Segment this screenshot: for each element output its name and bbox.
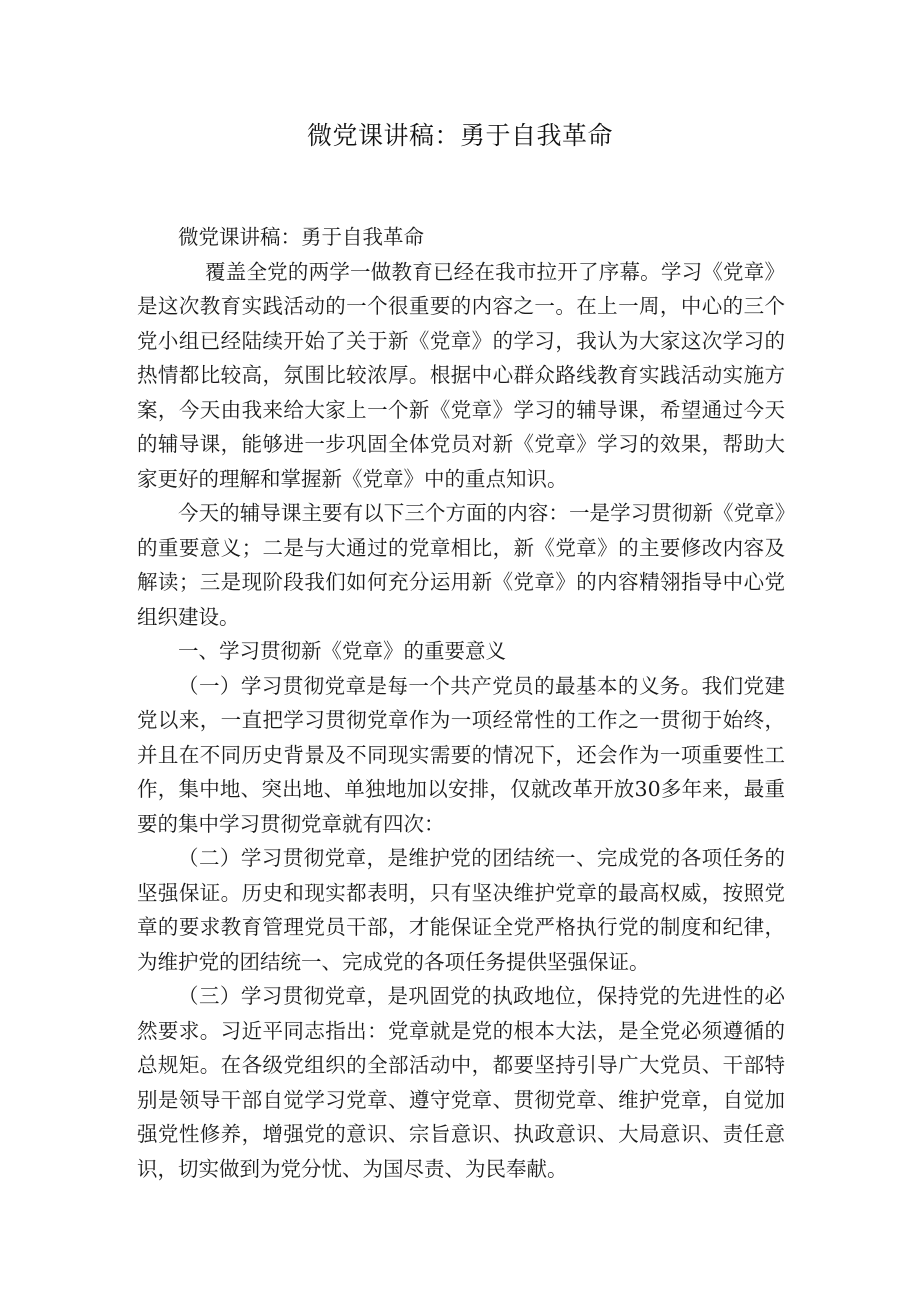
document-body [137, 220, 785, 1186]
point-two-paragraph: （二）学习贯彻党章，是维护党的团结统一、完成党的各项任务的坚强保证。历史和现实都表明，只有坚决维护党章的最高权威，按照党章的要求教育管理党员干部，才能保证全党严格执行党的制度和纪律，为维护党的团结统一、完成党的各项任务提供坚强保证。 [137, 846, 785, 974]
document-title: 微党课讲稿：勇于自我革命 [306, 121, 613, 150]
point-three-paragraph: （三）学习贯彻党章，是巩固党的执政地位，保持党的先进性的必然要求。习近平同志指出：党章就是党的根本大法，是全党必须遵循的总规矩。在各级党组织的全部活动中，都要坚持引导广大党员、干部特别是领导干部自觉学习党章、遵守党章、贯彻党章、维护党章，自觉加强党性修养，增强党的意识、宗旨意识、执政意识、大局意识、责任意识，切实做到为党分忧、为国尽责、为民奉献。 [137, 984, 785, 1181]
section-heading-one: 一、学习贯彻新《党章》的重要意义 [178, 639, 506, 663]
outline-paragraph: 今天的辅导课主要有以下三个方面的内容：一是学习贯彻新《党章》的重要意义；二是与大通过的党章相比，新《党章》的主要修改内容及解读；三是现阶段我们如何充分运用新《党章》的内容精翎指导中心党组织建设。 [137, 501, 785, 629]
intro-paragraph: 覆盖全党的两学一做教育已经在我市拉开了序幕。学习《党章》是这次教育实践活动的一个很重要的内容之一。在上一周，中心的三个党小组已经陆续开始了关于新《党章》的学习，我认为大家这次学习的热情都比较高，氛围比较浓厚。根据中心群众路线教育实践活动实施方案，今天由我来给大家上一个新《党章》学习的辅导课，希望通过今天的辅导课，能够进一步巩固全体党员对新《党章》学习的效果，帮助大家更好的理解和掌握新《党章》中的重点知识。 [137, 259, 785, 491]
point-one-paragraph: （一）学习贯彻党章是每一个共产党员的最基本的义务。我们党建党以来，一直把学习贯彻党章作为一项经常性的工作之一贯彻于始终，并且在不同历史背景及不同现实需要的情况下，还会作为一项重要性工作，集中地、突出地、单独地加以安排，仅就改革开放30多年来，最重要的集中学习贯彻党章就有四次： [137, 673, 785, 836]
subtitle-paragraph: 微党课讲稿：勇于自我革命 [178, 225, 424, 249]
